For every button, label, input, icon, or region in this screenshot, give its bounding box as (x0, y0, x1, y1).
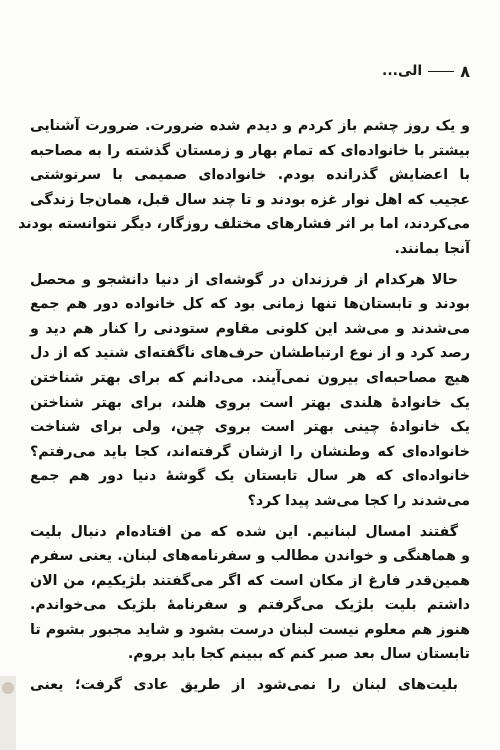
text-line: حالا هرکدام از فرزندان در گوشه‌ای از دنیا دانشجو و محصل (30, 271, 458, 288)
header-rule (428, 71, 454, 72)
text-line: می‌کردند، اما بر اثر فشارهای مختلف روزگار، دیگر نتوانسته بودند (18, 216, 470, 233)
body-text (18, 114, 470, 704)
text-line: داشتم بلیت بلژیک می‌گرفتم و سفرنامهٔ بلژیک می‌خواندم. (30, 597, 470, 614)
paragraph-1 (18, 114, 470, 262)
text-line: می‌شدند را کجا می‌شد پیدا کرد؟ (247, 492, 470, 509)
text-line: عجیب که اهل نوار غزه بودند و تا چند سال قبل، همان‌جا زندگی (30, 191, 470, 208)
text-line: بودند و تابستان‌ها تنها زمانی بود که کل خانواده دور هم جمع (30, 296, 470, 313)
text-line: آنجا بمانند. (394, 240, 470, 257)
text-line: هنوز هم معلوم نیست لبنان درست بشود و شاید مجبور بشوم تا (30, 621, 470, 638)
text-line: بلیت‌های لبنان را نمی‌شود از طریق عادی گرفت؛ یعنی (30, 677, 458, 694)
watermark-logo-icon (2, 682, 14, 694)
text-line: می‌شدند و می‌شد این کلونی مقاوم ستودنی را کنار هم دید و (30, 320, 470, 337)
text-line: یک خانوادهٔ هلندی بهتر است بروی هلند، برای بهتر شناختن (30, 394, 470, 411)
paragraph-3 (30, 520, 470, 668)
page-header (370, 58, 470, 84)
text-line: خانواده‌ای که وطنشان را ازشان گرفته‌اند، کجا باید می‌رفتم؟ (30, 443, 470, 460)
text-line: خانواده‌ای که هر سال تابستان یک گوشهٔ دنیا دور هم جمع (30, 468, 470, 485)
text-line: رصد کرد و از نوع ارتباطشان حرف‌های ناگفته‌ای شنید که از دل (30, 345, 470, 362)
paragraph-2 (30, 268, 470, 514)
text-line: و یک روز چشم باز کردم و دیدم شده ضرورت. ضرورت آشنایی (30, 118, 470, 134)
text-line: تابستان سال بعد صبر کنم که ببینم کجا باید بروم. (127, 646, 470, 663)
running-head: الی... (382, 63, 423, 79)
text-line: همین‌قدر فارغ از مکان است که اگر می‌گفتند بلژیکیم، من الان (30, 572, 470, 589)
text-line: یک خانوادهٔ چینی بهتر است بروی چین، ولی برای شناخت (30, 419, 470, 436)
page-number: ۸ (460, 61, 470, 81)
text-line: هیچ مصاحبه‌ای بیرون نمی‌آیند. می‌دانم که برای بهتر شناختن (30, 369, 470, 386)
text-line: گفتند امسال لبنانیم. این شده که من افتاده‌ام دنبال بلیت (30, 523, 458, 540)
text-line: و هماهنگی و خواندن مطالب و سفرنامه‌های لبنان. یعنی سفرم (30, 548, 470, 565)
paragraph-4 (30, 673, 470, 698)
text-line: بیشتر با خانواده‌ای که تمام بهار و زمستان گذشته را به مصاحبه (30, 142, 470, 159)
text-line: با اعضایش گذرانده بودم. خانواده‌ای صمیمی با سرنوشتی (30, 167, 470, 184)
